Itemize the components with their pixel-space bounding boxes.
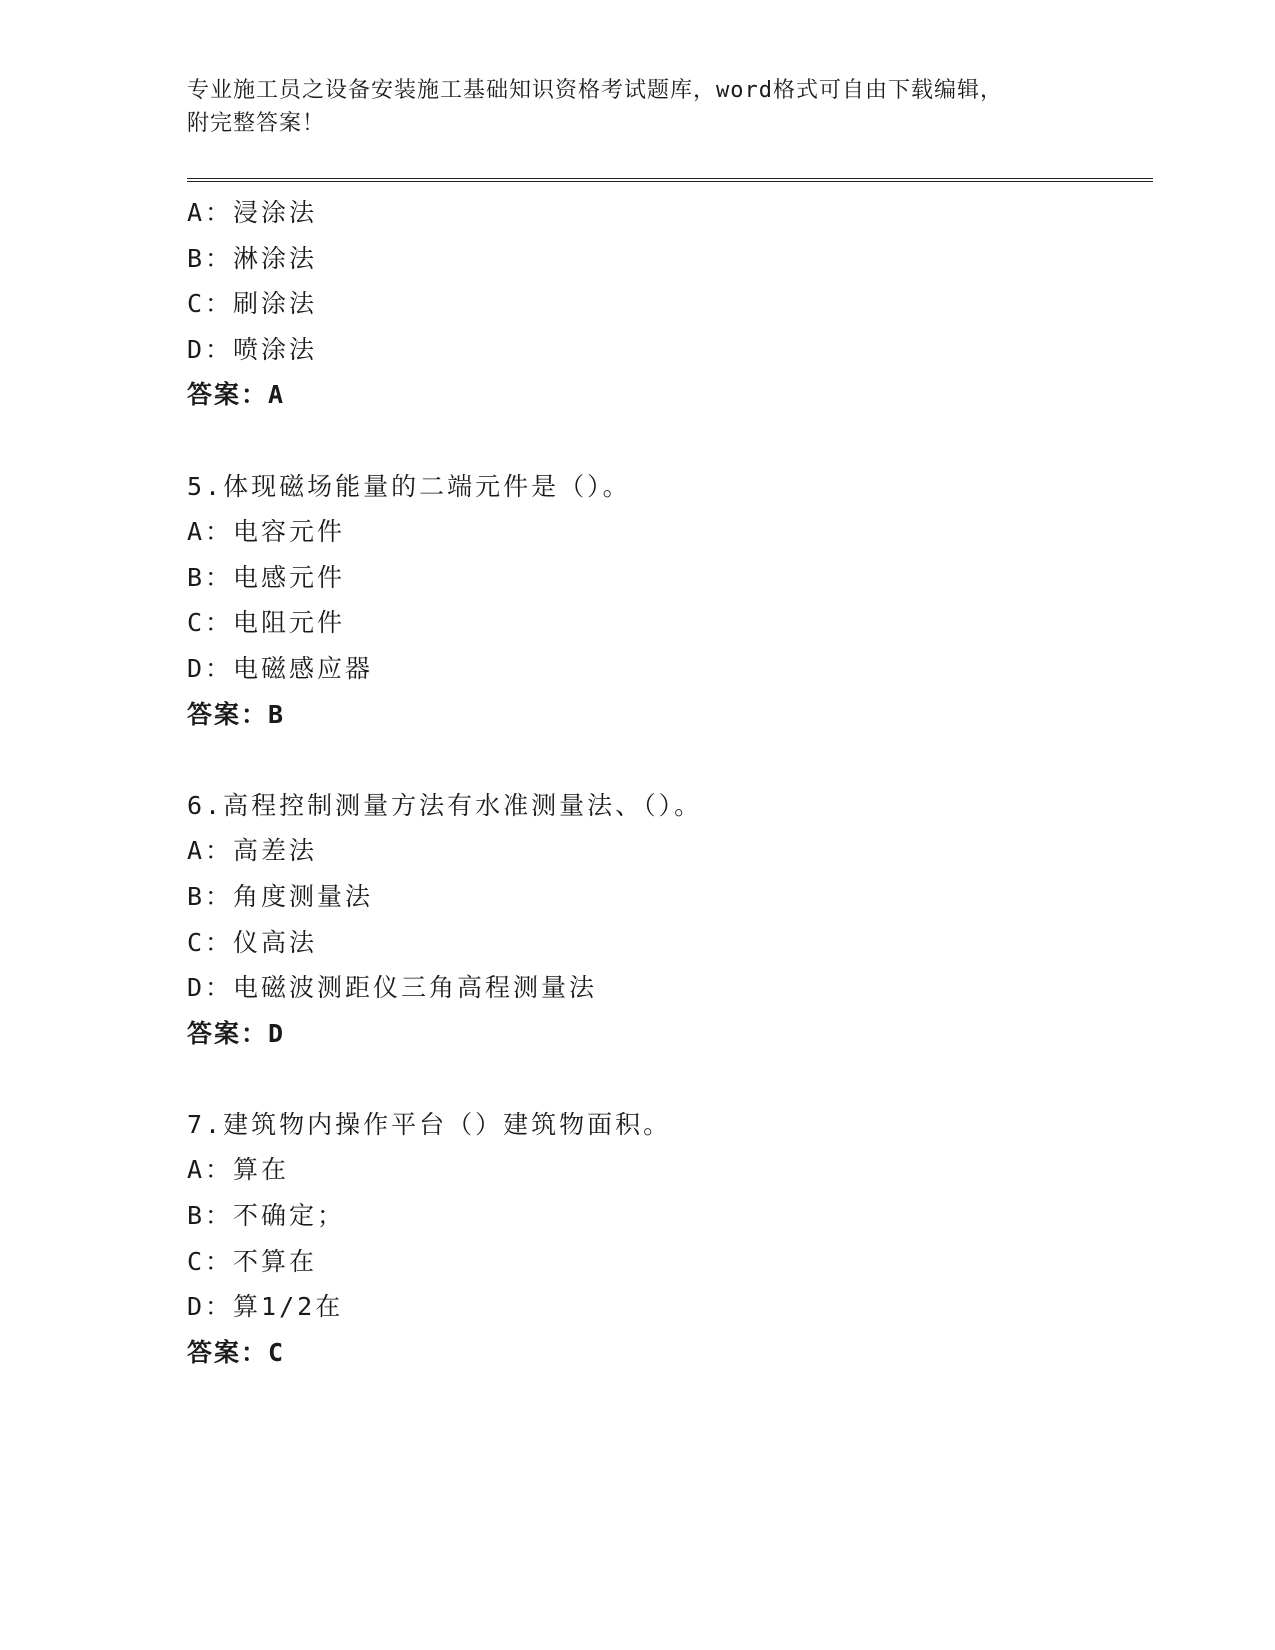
option-c: C：刷涂法 xyxy=(187,289,318,319)
option-d: D：电磁感应器 xyxy=(187,653,374,683)
header-divider xyxy=(187,178,1153,182)
spacer xyxy=(187,1056,1147,1102)
spacer xyxy=(187,418,1147,464)
document-header xyxy=(187,74,1087,140)
option-b: B：电感元件 xyxy=(187,562,346,592)
question-block-7 xyxy=(187,1102,1147,1376)
option-a: A：高差法 xyxy=(187,836,318,866)
option-b: B：淋涂法 xyxy=(187,243,318,273)
header-line-1: 专业施工员之设备安装施工基础知识资格考试题库，word格式可自由下载编辑， xyxy=(187,78,1003,103)
question-stem: 7.建筑物内操作平台（）建筑物面积。 xyxy=(187,1109,672,1139)
option-d: D：算1/2在 xyxy=(187,1292,344,1322)
question-stem: 6.高程控制测量方法有水准测量法、（）。 xyxy=(187,790,703,820)
option-c: C：不算在 xyxy=(187,1246,318,1276)
option-a: A：电容元件 xyxy=(187,517,346,547)
answer-line: 答案：A xyxy=(187,380,286,410)
option-b: B：角度测量法 xyxy=(187,881,374,911)
option-a: A：算在 xyxy=(187,1155,290,1185)
header-line-2: 附完整答案！ xyxy=(187,111,326,136)
answer-line: 答案：C xyxy=(187,1337,286,1367)
spacer xyxy=(187,737,1147,783)
question-block-5 xyxy=(187,464,1147,738)
option-c: C：电阻元件 xyxy=(187,608,346,638)
option-d: D：电磁波测距仪三角高程测量法 xyxy=(187,973,598,1003)
question-stem: 5.体现磁场能量的二端元件是（）。 xyxy=(187,471,631,501)
option-b: B：不确定； xyxy=(187,1201,346,1231)
answer-line: 答案：B xyxy=(187,699,286,729)
option-d: D：喷涂法 xyxy=(187,334,318,364)
question-list xyxy=(187,190,1147,1375)
question-block-continued xyxy=(187,190,1147,418)
option-c: C：仪高法 xyxy=(187,927,318,957)
question-block-6 xyxy=(187,783,1147,1057)
option-a: A：浸涂法 xyxy=(187,198,318,227)
answer-line: 答案：D xyxy=(187,1018,286,1048)
